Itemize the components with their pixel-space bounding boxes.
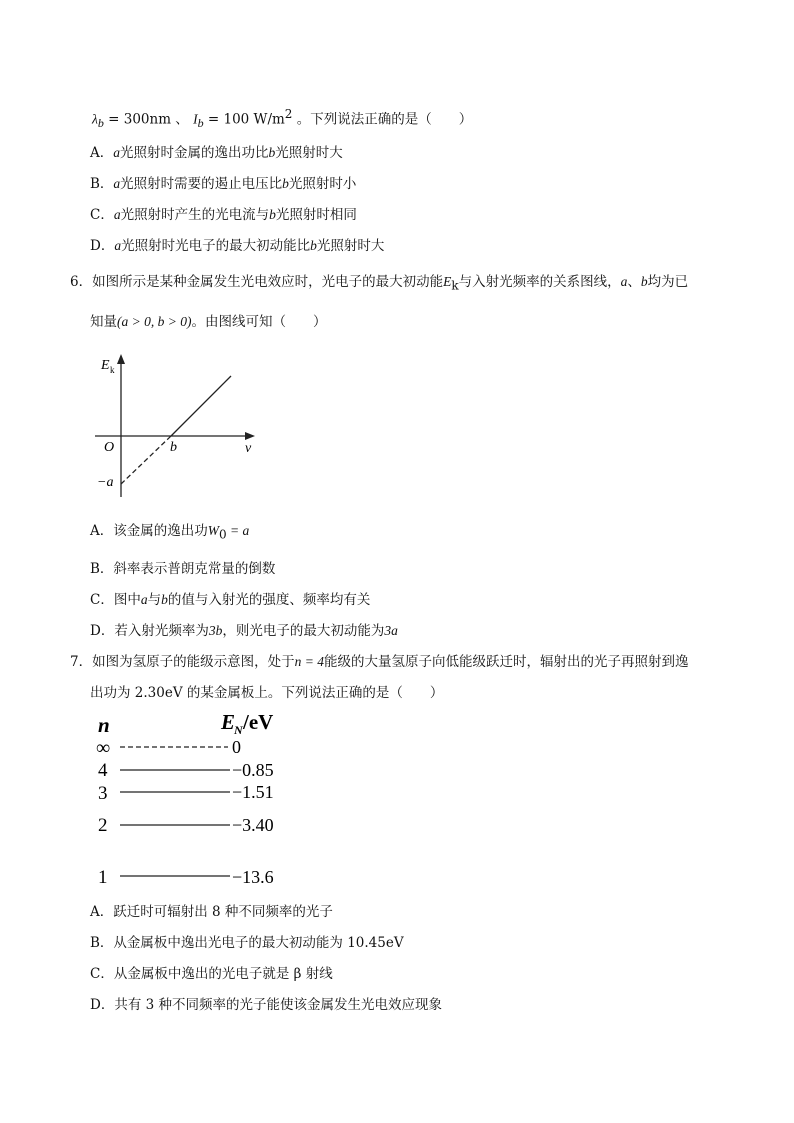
neg-a-intercept-label: −a [97,475,114,490]
intensity-symbol: I [193,111,198,127]
option-label: C． [90,966,114,982]
q7-option-a [90,903,333,921]
w-symbol: W [207,523,219,538]
intensity-subscript: b [197,116,204,131]
stem-text: 如图所示是某种金属发生光电效应时，光电子的最大初动能 [92,274,444,290]
q6-option-b [90,560,275,578]
option-text: 共有 3 种不同频率的光子能使该金属发生光电效应现象 [114,997,442,1013]
stem-text: 。由图线可知（ ） [191,314,327,330]
option-text: 若入射光频率为 [114,623,209,639]
option-var: b [310,238,317,253]
option-text: 光照射时金属的逸出功比 [120,145,269,161]
q5-tail: 。下列说法正确的是（ ） [292,111,473,128]
option-var: 3a [384,623,398,638]
var-b: b [640,274,648,289]
option-label: A． [90,904,114,920]
stem-text: 出功为 2.30eV 的某金属板上。下列说法正确的是（ ） [90,685,444,701]
option-text: 与 [147,592,162,608]
energy-header-unit: /eV [243,710,274,734]
q7-option-c [90,965,333,983]
q5-option-a [90,144,343,162]
stem-text: 知量 [90,314,117,330]
option-text: ，则光电子的最大初动能为 [222,623,385,639]
y-axis-label: E [101,358,110,373]
option-var: b [268,145,276,160]
stem-text: 如图为氢原子的能级示意图，处于 [92,654,295,670]
option-var: a [140,592,148,607]
y-axis-arrow-icon [117,354,125,364]
option-label: A． [90,523,114,539]
level-energy-label: −3.40 [232,815,274,835]
option-label: B． [90,561,114,577]
q6-option-a [90,522,249,544]
lambda-subscript: b [97,116,104,131]
x-axis-arrow-icon [245,432,255,440]
option-label: D． [90,238,115,254]
option-var: 3b [208,623,223,638]
option-text: 图中 [113,592,141,608]
level-n-label: 3 [98,783,108,804]
option-text: 光照射时产生的光电流与 [120,207,270,223]
ek-line-solid [171,376,231,436]
option-var: b [282,176,289,191]
option-label: D． [90,623,115,639]
q7-stem-line1 [70,653,688,671]
option-text: 光照射时光电子的最大初动能比 [121,238,311,254]
y-axis-label-subscript: k [110,365,115,375]
q5-continuation-line [92,105,472,132]
level-n-label: 4 [98,760,108,781]
w-subscript: 0 [219,527,227,542]
q6-stem-line2 [90,313,326,331]
ek-line-dashed [121,436,171,484]
level-n-label: 1 [98,867,108,885]
separator: 、 [627,274,641,290]
q7-option-b [90,934,404,952]
option-var: a [114,238,122,253]
level-n-label: 2 [98,815,108,836]
q5-option-b [90,175,356,193]
option-text: 跃迁时可辐射出 8 种不同频率的光子 [113,904,333,920]
option-text: 从金属板中逸出的光电子就是 β 射线 [113,966,333,982]
question-number: 7． [70,654,93,670]
x-axis-label: ν [245,441,252,456]
option-text: 该金属的逸出功 [113,523,208,539]
option-label: A． [90,145,114,161]
energy-header: E [221,710,236,734]
stem-text: 均为已 [647,274,689,290]
q7-option-d [90,996,442,1014]
option-text: 光照射时需要的遏止电压比 [120,176,283,192]
option-label: B． [90,176,114,192]
option-label: C． [90,207,114,223]
option-var: b [269,207,276,222]
option-var: b [161,592,168,607]
lambda-symbol: λ [92,111,98,127]
q6-option-d [90,622,398,640]
lambda-value: = 300nm 、 [103,111,189,128]
option-var: a [113,207,121,222]
option-label: B． [90,935,114,951]
option-text: 的值与入射光的强度、频率均有关 [167,592,371,608]
option-text: 光照射时小 [288,176,357,192]
intensity-value: = 100 W/m [203,111,285,128]
w-equation: = a [226,523,250,538]
level-energy-label: −1.51 [232,782,274,802]
n-header: n [98,713,110,737]
condition: (a > 0, b > 0) [117,314,192,329]
q5-option-c [90,206,357,224]
level-energy-label: −0.85 [232,760,274,780]
n-equation: n = 4 [294,654,324,669]
energy-header-subscript: N [234,723,243,737]
q7-stem-line2 [90,684,443,702]
option-text: 光照射时相同 [275,207,357,223]
origin-label: O [104,440,115,455]
option-label: D． [90,997,115,1013]
level-energy-label: 0 [232,737,241,757]
stem-text: 与入射光频率的关系图线， [458,274,621,290]
q5-option-d [90,237,384,255]
option-label: C． [90,592,114,608]
option-text: 光照射时大 [316,238,385,254]
energy-level-diagram [90,705,300,885]
option-var: a [113,176,121,191]
ek-subscript: k [451,278,459,293]
ek-frequency-graph [95,352,265,502]
question-number: 6． [70,274,93,290]
ek-symbol: E [443,274,452,289]
option-var: a [113,145,120,160]
stem-text: 能级的大量氢原子向低能级跃迁时，辐射出的光子再照射到逸 [323,654,689,670]
level-energy-label: −13.6 [232,867,274,885]
q6-option-c [90,591,370,609]
var-a: a [620,274,628,289]
option-text: 从金属板中逸出光电子的最大初动能为 10.45eV [113,935,404,951]
intensity-exponent: 2 [284,107,293,121]
level-n-label: ∞ [96,737,111,759]
b-intercept-label: b [170,440,177,455]
option-text: 斜率表示普朗克常量的倒数 [113,561,276,577]
q6-stem-line1 [70,273,688,295]
option-text: 光照射时大 [275,145,343,161]
